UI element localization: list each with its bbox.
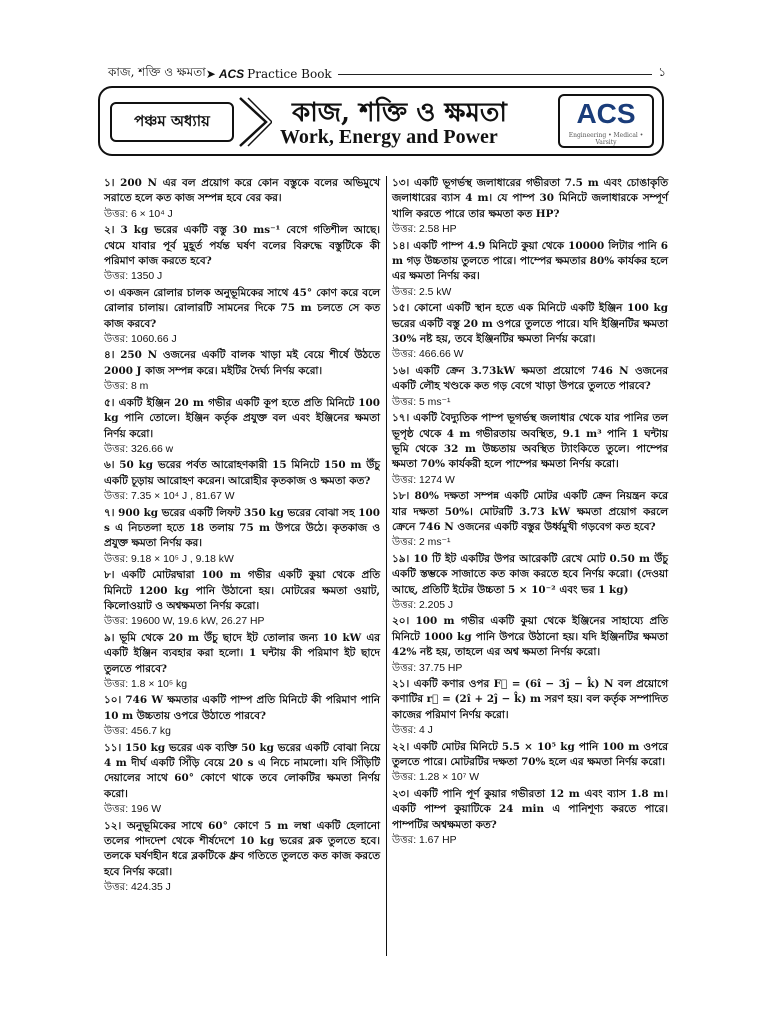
acs-logo — [558, 94, 654, 148]
answer-text: উত্তর: 7.35 × 10⁴ J , 81.67 W — [104, 491, 235, 503]
question-text: ২২। একটি মোটর মিনিটে 5.5 × 10⁵ kg পানি 100 m ওপরে তুলতে পারে। মোটরটির দক্ষতা 70% হলে এর ক্ষমতা নির্ণয় করো। — [392, 740, 668, 769]
running-header — [108, 64, 666, 84]
left-column — [104, 176, 380, 897]
question-text: ৪। 250 N ওজনের একটি বালক খাড়া মই বেয়ে শীর্ষে উঠতে 2000 J কাজ সম্পন্ন করে। মইটির দৈর্ঘ্য নির্ণয় করো। — [104, 349, 380, 377]
question-text: ৫। একটি ইঞ্জিন 20 m গভীর একটি কূপ হতে প্রতি মিনিটে 100 kg পানি তোলে। ইঞ্জিন কর্তৃক প্রযুক্ত বল এবং ইঞ্জিনের ক্ষমতা নির্ণয় করো। — [104, 396, 380, 440]
chapter-title-en: Work, Energy and Power — [280, 126, 498, 148]
question-text: ১৩। একটি ভূগর্ভস্থ জলাধারের গভীরতা 7.5 m এবং চোঙাকৃতি জলাধারের ব্যাস 4 m। যে পাম্প 30 মিনিটে জলাধারকে সম্পূর্ণ খালি করতে পারে তার ক্ষমতা কত HP? — [392, 177, 668, 220]
header-chapter: কাজ, শক্তি ও ক্ষমতা — [108, 65, 206, 79]
question-text: ১৮। 80% দক্ষতা সম্পন্ন একটি মোটর একটি ক্রেন নিয়ন্ত্রন করে যার দক্ষতা 50%। মোটরটি 3.73 kW ক্ষমতা প্রয়োগ করলে ক্রেনে 746 N ওজনের একটি বস্তুর উর্ধ্বমুখী গড়বেগ কত হবে? — [392, 490, 668, 533]
question-text: ৯। ভূমি থেকে 20 m উঁচু ছাদে ইট তোলার জন্য 10 kW এর একটি ইঞ্জিন ব্যবহার করা হলো। 1 ঘন্টায় কী পরিমাণ ইট ছাদে তুলতে পারবে? — [104, 631, 380, 675]
answer-text: উত্তর: 4 J — [392, 725, 433, 737]
question-text: ১০। 746 W ক্ষমতার একটি পাম্প প্রতি মিনিটে কী পরিমাণ পানি 10 m উচ্চতায় ওপরে উঠাতে পারবে? — [104, 694, 380, 722]
question-text: ১৫। কোনো একটি স্থান হতে এক মিনিটে একটি ইঞ্জিন 100 kg ভরের একটি বস্তু 20 m ওপরে তুলতে পারে। যদি ইঞ্জিনটির ক্ষমতা 30% নষ্ট হয়, তবে ইঞ্জিনটির ক্ষমতা নির্ণয় করো। — [392, 302, 668, 346]
header-rule — [338, 74, 653, 75]
question-text: ১৯। 10 টি ইট একটির উপর আরেকটি রেখে মোট 0.50 m উঁচু একটি স্তম্ভকে সাজাতে কত কাজ করতে হবে নির্ণয় করো। (দেওয়া আছে, প্রতিটি ইটের উচ্চতা 5 × 10⁻² এবং ভর 1 kg) — [392, 552, 668, 596]
question-text: ৮। একটি মোটরদ্বারা 100 m গভীর একটি কুয়া থেকে প্রতি মিনিটে 1200 kg পানি উঠানো হয়। মোটরের ক্ষমতা ওয়াট, কিলোওয়াট ও অশ্বক্ষমতা নির্ণয় করো। — [104, 569, 380, 612]
answer-text: উত্তর: 37.75 HP — [392, 662, 463, 674]
answer-text: উত্তর: 1060.66 J — [104, 334, 177, 346]
acs-logo-tagline: Engineering • Medical • Varsity — [568, 132, 644, 146]
answer-text: উত্তর: 2.5 kW — [392, 286, 452, 298]
answer-text: উত্তর: 1.28 × 10⁷ W — [392, 772, 480, 784]
answer-text: উত্তর: 1.67 HP — [392, 835, 457, 847]
answer-text: উত্তর: 9.18 × 10⁵ J , 9.18 kW — [104, 553, 234, 565]
question-text: ১৭। একটি বৈদ্যুতিক পাম্প ভূগর্ভস্থ জলাধার থেকে যার পানির তল ভূপৃষ্ঠ থেকে 4 m গভীরতায় অবস্থিত, 9.1 m³ পানি 1 ঘন্টায় ভূমি থেকে 32 m উচ্চতায় অবস্থিত ট্যাংকিতে তুলে। পাম্পের ক্ষমতা 70% কার্যকরী হলে পাম্পের ক্ষমতা নির্ণয় করো। — [392, 412, 668, 471]
column-divider — [386, 176, 387, 956]
answer-text: উত্তর: 6 × 10⁴ J — [104, 208, 173, 220]
question-columns — [104, 176, 668, 1012]
answer-text: উত্তর: 8 m — [104, 381, 149, 393]
chevron-right-icon — [236, 94, 272, 150]
chapter-banner — [98, 86, 664, 156]
header-book: Practice Book — [247, 67, 332, 81]
header-brand: ACS — [218, 67, 245, 81]
question-text: ১। 200 N এর বল প্রয়োগ করে কোন বস্তুকে বলের অভিমুখে সরাতে হলে কত কাজ সম্পন্ন হবে বের কর। — [104, 177, 380, 205]
question-text: ২। 3 kg ভরের একটি বস্তু 30 ms⁻¹ বেগে গতিশীল আছে। থেমে যাবার পূর্ব মুহূর্ত পর্যন্ত ঘর্ষণ বলের বিরুদ্ধে বস্তুটিকে কী পরিমাণ কাজ করতে হবে? — [104, 224, 380, 268]
answer-text: উত্তর: 326.66 w — [104, 443, 174, 455]
question-text: ১২। অনুভূমিকের সাথে 60° কোণে 5 m লম্বা একটি হেলানো তলের পাদদেশ থেকে শীর্ষদেশে 10 kg ভরের ব্লক তুলতে হবে। তলকে ঘর্ষণহীন ধরে ব্লকটিকে ধ্রুব গতিতে তুলতে কত কাজ করতে হবে নির্ণয় করো। — [104, 819, 380, 878]
question-text: ১৬। একটি ক্রেন 3.73kW ক্ষমতা প্রয়োগে 746 N ওজনের একটি লৌহ খণ্ডকে কত গড় বেগে খাড়া উপরে তুলতে পারবে? — [392, 364, 668, 393]
answer-text: উত্তর: 196 W — [104, 804, 162, 816]
question-text: ১১। 150 kg ভরের এক ব্যক্তি 50 kg ভরের একটি বোঝা নিয়ে 4 m দীর্ঘ একটি সিঁড়ি বেয়ে 20 s এ নিচে নামলো। যদি সিঁড়িটি দেয়ালের সাথে 60° কোণে থাকে তবে লোকটির ক্ষমতা নির্ণয় করো। — [104, 741, 380, 800]
question-text: ২০। 100 m গভীর একটি কুয়া থেকে ইঞ্জিনের সাহায্যে প্রতি মিনিটে 1000 kg পানি উপরে উঠানো হয়। যদি ইঞ্জিনটির ক্ষমতা 42% নষ্ট হয়, তাহলে এর অশ্ব ক্ষমতা নির্ণয় করো। — [392, 615, 668, 659]
question-text: ৭। 900 kg ভরের একটি লিফট 350 kg ভরের বোঝা সহ 100 s এ নিচতলা হতে 18 তলায় 75 m উপরে উঠে। কৃতকাজ ও প্রযুক্ত ক্ষমতা নির্ণয় কর। — [104, 506, 380, 550]
answer-text: উত্তর: 1350 J — [104, 271, 163, 283]
answer-text: উত্তর: 2.58 HP — [392, 224, 457, 236]
answer-text: উত্তর: 466.66 W — [392, 349, 464, 361]
chapter-title-bn: কাজ, শক্তি ও ক্ষমতা — [292, 98, 507, 128]
acs-logo-text: ACS — [576, 98, 636, 129]
question-text: ২১। একটি কণার ওপর F⃗ = (6î − 3ĵ − k̂) N বল প্রয়োগে কণাটির r⃗ = (2î + 2ĵ − k̂) m সরণ হয়। বল কর্তৃক সম্পাদিত কাজের পরিমাণ নির্ণয় করো। — [392, 678, 668, 721]
page-number: ১ — [658, 65, 666, 79]
question-text: ১৪। একটি পাম্প 4.9 মিনিটে কুয়া থেকে 10000 লিটার পানি 6 m গড় উচ্চতায় তুলতে পারে। পাম্পের ক্ষমতার 80% কার্যকর হলে এর ক্ষমতা নির্ণয় কর। — [392, 239, 668, 283]
right-column — [392, 176, 668, 849]
answer-text: উত্তর: 19600 W, 19.6 kW, 26.27 HP — [104, 616, 265, 628]
chapter-label: পঞ্চম অধ্যায় — [110, 102, 234, 142]
question-text: ৩। একজন রোলার চালক অনুভূমিকের সাথে 45° কোণ করে বলে রোলার চালায়। রোলারটি সামনের দিকে 75 m চলতে সে কত কাজ করবে? — [104, 286, 380, 330]
answer-text: উত্তর: 2.205 J — [392, 599, 454, 611]
header-arrow-icon: ➤ — [205, 67, 216, 81]
answer-text: উত্তর: 456.7 kg — [104, 726, 171, 738]
question-text: ৬। 50 kg ভরের পর্বত আরোহণকারী 15 মিনিটে 150 m উঁচু একটি চূড়ায় আরোহণ করেন। আরোহীর কৃতকাজ ও ক্ষমতা কত? — [104, 459, 380, 487]
answer-text: উত্তর: 1274 W — [392, 474, 455, 486]
answer-text: উত্তর: 5 ms⁻¹ — [392, 396, 451, 408]
question-text: ২৩। একটি পানি পূর্ণ কুয়ার গভীরতা 12 m এবং ব্যাস 1.8 m। একটি পাম্প কুয়াটিকে 24 min এ পানিশূণ্য করতে পারে। পাম্পটির অশ্বক্ষমতা কত? — [392, 787, 668, 831]
answer-text: উত্তর: 424.35 J — [104, 882, 171, 894]
answer-text: উত্তর: 1.8 × 10⁵ kg — [104, 679, 188, 690]
answer-text: উত্তর: 2 ms⁻¹ — [392, 537, 451, 549]
